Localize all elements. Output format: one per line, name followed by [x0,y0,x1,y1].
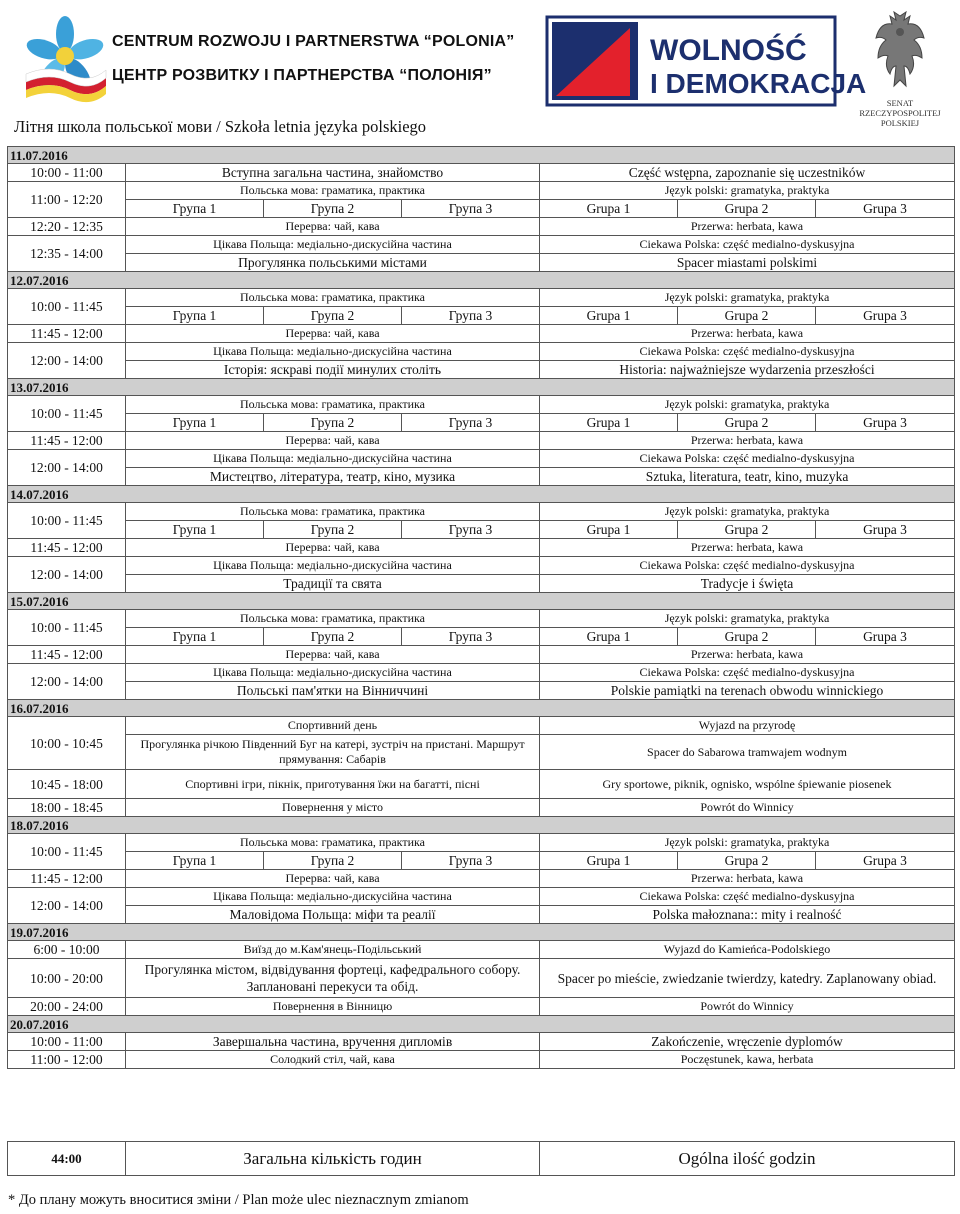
group-row [8,628,955,646]
activity-ua: Виїзд до м.Кам'янець-Подільський [126,941,540,959]
activity-pl: Przerwa: herbata, kawa [540,646,955,664]
day-date: 11.07.2016 [8,147,955,164]
activity-ua: Перерва: чай, кава [126,539,540,557]
schedule-subrow [8,682,955,700]
date-row [8,924,955,941]
topic-pl: Polska małoznana:: mity i realność [540,906,955,924]
schedule-table [7,146,955,1069]
total-label-ua: Загальна кількість годин [126,1142,540,1176]
activity-ua: Цікава Польща: медіально-дискусійна частина [126,450,540,468]
schedule-row [8,343,955,361]
group-label-ua: Група 3 [402,200,540,218]
senat-line-3: POLSKIEJ [880,118,920,128]
schedule-row [8,888,955,906]
schedule-row [8,450,955,468]
group-label-ua: Група 2 [264,414,402,432]
schedule-row [8,236,955,254]
schedule-subrow [8,361,955,379]
activity-pl: Ciekawa Polska: część medialno-dyskusyjna [540,343,955,361]
time-slot: 6:00 - 10:00 [8,941,126,959]
total-hours-value: 44:00 [8,1142,126,1176]
activity-pl: Ciekawa Polska: część medialno-dyskusyjna [540,450,955,468]
activity-pl: Ciekawa Polska: część medialno-dyskusyjna [540,236,955,254]
activity-pl: Przerwa: herbata, kawa [540,870,955,888]
group-label-ua: Група 1 [126,852,264,870]
org-name-polish: CENTRUM ROZWOJU I PARTNERSTWA “POLONIA” [112,33,515,50]
schedule-row [8,646,955,664]
activity-pl: Ciekawa Polska: część medialno-dyskusyjna [540,557,955,575]
activity-ua: Польська мова: граматика, практика [126,289,540,307]
group-label-pl: Grupa 3 [816,628,955,646]
date-row [8,700,955,717]
activity-pl: Przerwa: herbata, kawa [540,218,955,236]
schedule-subrow [8,735,955,770]
activity-ua: Перерва: чай, кава [126,870,540,888]
activity-pl: Część wstępna, zapoznanie się uczestników [540,164,955,182]
activity-pl: Język polski: gramatyka, praktyka [540,834,955,852]
schedule-row [8,1051,955,1069]
schedule-row [8,664,955,682]
activity-ua: Перерва: чай, кава [126,325,540,343]
group-label-ua: Група 2 [264,307,402,325]
group-label-pl: Grupa 1 [540,852,678,870]
date-row [8,593,955,610]
group-label-pl: Grupa 2 [678,414,816,432]
schedule-row [8,1033,955,1051]
schedule-row [8,164,955,182]
activity-pl: Język polski: gramatyka, praktyka [540,396,955,414]
svg-text:I DEMOKRACJA: I DEMOKRACJA [650,68,867,99]
polonia-flower-logo [20,18,110,104]
activity-ua: Польська мова: граматика, практика [126,834,540,852]
time-slot: 10:45 - 18:00 [8,770,126,799]
schedule-row [8,539,955,557]
group-label-ua: Група 1 [126,307,264,325]
activity-ua: Повернення в Вінницю [126,998,540,1016]
group-row [8,200,955,218]
group-label-pl: Grupa 2 [678,307,816,325]
topic-ua: Прогулянка річкою Південний Буг на катері, зустріч на пристані. Маршрут прямування: Сабарів [126,735,540,770]
schedule-row [8,941,955,959]
schedule-row [8,610,955,628]
schedule-row [8,770,955,799]
date-row [8,486,955,503]
group-label-ua: Група 2 [264,521,402,539]
group-row [8,414,955,432]
activity-ua: Польська мова: граматика, практика [126,610,540,628]
activity-pl: Wyjazd na przyrodę [540,717,955,735]
topic-pl: Spacer miastami polskimi [540,254,955,272]
topic-ua: Історія: яскраві події минулих століть [126,361,540,379]
topic-pl: Spacer do Sabarowa tramwajem wodnym [540,735,955,770]
activity-pl: Zakończenie, wręczenie dyplomów [540,1033,955,1051]
schedule-row [8,325,955,343]
activity-pl: Język polski: gramatyka, praktyka [540,503,955,521]
group-label-ua: Група 3 [402,307,540,325]
topic-pl: Sztuka, literatura, teatr, kino, muzyka [540,468,955,486]
schedule-row [8,834,955,852]
date-row [8,1016,955,1033]
topic-ua: Польські пам'ятки на Вінниччині [126,682,540,700]
day-date: 18.07.2016 [8,817,955,834]
group-label-ua: Група 3 [402,852,540,870]
time-slot: 11:45 - 12:00 [8,870,126,888]
total-row [8,1142,955,1176]
group-label-pl: Grupa 3 [816,200,955,218]
activity-ua: Прогулянка містом, відвідування фортеці, кафедрального собору. Заплановані перекуси та обід. [126,959,540,998]
activity-ua: Вступна загальна частина, знайомство [126,164,540,182]
date-row [8,272,955,289]
time-slot: 20:00 - 24:00 [8,998,126,1016]
time-slot: 12:20 - 12:35 [8,218,126,236]
schedule-row [8,959,955,998]
group-label-ua: Група 1 [126,628,264,646]
activity-pl: Język polski: gramatyka, praktyka [540,289,955,307]
activity-ua: Солодкий стіл, чай, кава [126,1051,540,1069]
activity-ua: Польська мова: граматика, практика [126,182,540,200]
activity-ua: Завершальна частина, вручення дипломів [126,1033,540,1051]
time-slot: 10:00 - 10:45 [8,717,126,770]
day-date: 14.07.2016 [8,486,955,503]
activity-pl: Ciekawa Polska: część medialno-dyskusyjna [540,664,955,682]
schedule-subrow [8,575,955,593]
group-label-pl: Grupa 1 [540,628,678,646]
total-hours-table [7,1141,955,1176]
activity-pl: Powrót do Winnicy [540,998,955,1016]
day-date: 12.07.2016 [8,272,955,289]
activity-pl: Gry sportowe, piknik, ognisko, wspólne śpiewanie piosenek [540,770,955,799]
activity-ua: Польська мова: граматика, практика [126,503,540,521]
page-subtitle: Літня школа польської мови / Szkoła letnia języka polskiego [14,117,427,136]
activity-pl: Powrót do Winnicy [540,799,955,817]
org-name-ukrainian: ЦЕНТР РОЗВИТКУ І ПАРТНЕРСТВА “ПОЛОНІЯ” [112,67,492,84]
svg-text:WOLNOŚĆ: WOLNOŚĆ [650,34,807,67]
activity-ua: Спортивний день [126,717,540,735]
group-label-ua: Група 1 [126,414,264,432]
group-label-pl: Grupa 1 [540,307,678,325]
group-label-ua: Група 3 [402,414,540,432]
time-slot: 12:00 - 14:00 [8,557,126,593]
group-label-ua: Група 2 [264,200,402,218]
senat-line-2: RZECZYPOSPOLITEJ [859,108,941,118]
schedule-row [8,218,955,236]
time-slot: 10:00 - 11:45 [8,396,126,432]
topic-ua: Традиції та свята [126,575,540,593]
footnote: * До плану можуть вноситися зміни / Plan może ulec nieznacznym zmianom [8,1192,469,1208]
activity-pl: Spacer po mieście, zwiedzanie twierdzy, katedry. Zaplanowany obiad. [540,959,955,998]
group-label-pl: Grupa 2 [678,852,816,870]
day-date: 19.07.2016 [8,924,955,941]
group-row [8,307,955,325]
group-row [8,852,955,870]
time-slot: 11:45 - 12:00 [8,325,126,343]
activity-ua: Повернення у місто [126,799,540,817]
time-slot: 10:00 - 11:00 [8,164,126,182]
activity-ua: Цікава Польща: медіально-дискусійна частина [126,343,540,361]
date-row [8,379,955,396]
schedule-subrow [8,468,955,486]
time-slot: 10:00 - 11:45 [8,289,126,325]
day-date: 15.07.2016 [8,593,955,610]
time-slot: 10:00 - 11:45 [8,834,126,870]
activity-ua: Цікава Польща: медіально-дискусійна частина [126,664,540,682]
time-slot: 10:00 - 11:45 [8,503,126,539]
schedule-row [8,503,955,521]
time-slot: 12:35 - 14:00 [8,236,126,272]
group-label-pl: Grupa 1 [540,521,678,539]
day-date: 20.07.2016 [8,1016,955,1033]
activity-pl: Język polski: gramatyka, praktyka [540,182,955,200]
time-slot: 18:00 - 18:45 [8,799,126,817]
time-slot: 11:00 - 12:00 [8,1051,126,1069]
activity-ua: Цікава Польща: медіально-дискусійна частина [126,236,540,254]
group-label-pl: Grupa 1 [540,200,678,218]
schedule-subrow [8,906,955,924]
activity-pl: Ciekawa Polska: część medialno-dyskusyjna [540,888,955,906]
schedule-row [8,432,955,450]
time-slot: 10:00 - 11:45 [8,610,126,646]
group-label-ua: Група 2 [264,852,402,870]
wolnosc-demokracja-logo [546,16,867,106]
total-label-pl: Ogólna ilość godzin [540,1142,955,1176]
eagle-icon [872,10,928,92]
schedule-subrow [8,254,955,272]
group-label-ua: Група 1 [126,521,264,539]
day-date: 16.07.2016 [8,700,955,717]
group-label-pl: Grupa 2 [678,628,816,646]
time-slot: 10:00 - 20:00 [8,959,126,998]
date-row [8,147,955,164]
activity-pl: Wyjazd do Kamieńca-Podolskiego [540,941,955,959]
group-label-pl: Grupa 2 [678,521,816,539]
senat-emblem [850,10,950,150]
time-slot: 12:00 - 14:00 [8,450,126,486]
activity-ua: Перерва: чай, кава [126,432,540,450]
topic-pl: Tradycje i święta [540,575,955,593]
topic-pl: Polskie pamiątki na terenach obwodu winnickiego [540,682,955,700]
schedule-row [8,998,955,1016]
schedule-row [8,870,955,888]
activity-ua: Перерва: чай, кава [126,218,540,236]
group-label-ua: Група 2 [264,628,402,646]
schedule-row [8,396,955,414]
time-slot: 12:00 - 14:00 [8,664,126,700]
senat-line-1: SENAT [886,98,914,108]
group-label-pl: Grupa 3 [816,307,955,325]
activity-ua: Польська мова: граматика, практика [126,396,540,414]
time-slot: 10:00 - 11:00 [8,1033,126,1051]
activity-ua: Перерва: чай, кава [126,646,540,664]
time-slot: 11:45 - 12:00 [8,432,126,450]
activity-ua: Цікава Польща: медіально-дискусійна частина [126,888,540,906]
topic-pl: Historia: najważniejsze wydarzenia przeszłości [540,361,955,379]
topic-ua: Маловідома Польща: міфи та реалії [126,906,540,924]
group-label-ua: Група 3 [402,521,540,539]
activity-pl: Poczęstunek, kawa, herbata [540,1051,955,1069]
group-label-pl: Grupa 3 [816,414,955,432]
group-label-pl: Grupa 2 [678,200,816,218]
topic-ua: Прогулянка польськими містами [126,254,540,272]
time-slot: 11:45 - 12:00 [8,646,126,664]
schedule-row [8,799,955,817]
group-label-ua: Група 3 [402,628,540,646]
schedule-row [8,182,955,200]
activity-pl: Przerwa: herbata, kawa [540,432,955,450]
time-slot: 12:00 - 14:00 [8,343,126,379]
schedule-row [8,289,955,307]
schedule-row [8,557,955,575]
group-label-pl: Grupa 3 [816,852,955,870]
activity-pl: Przerwa: herbata, kawa [540,539,955,557]
day-date: 13.07.2016 [8,379,955,396]
topic-ua: Мистецтво, література, театр, кіно, музика [126,468,540,486]
time-slot: 11:00 - 12:20 [8,182,126,218]
date-row [8,817,955,834]
activity-pl: Język polski: gramatyka, praktyka [540,610,955,628]
group-label-ua: Група 1 [126,200,264,218]
group-label-pl: Grupa 3 [816,521,955,539]
schedule-row [8,717,955,735]
group-label-pl: Grupa 1 [540,414,678,432]
activity-pl: Przerwa: herbata, kawa [540,325,955,343]
activity-ua: Спортивні ігри, пікнік, приготування їжи на багатті, пісні [126,770,540,799]
time-slot: 11:45 - 12:00 [8,539,126,557]
activity-ua: Цікава Польща: медіально-дискусійна частина [126,557,540,575]
group-row [8,521,955,539]
time-slot: 12:00 - 14:00 [8,888,126,924]
